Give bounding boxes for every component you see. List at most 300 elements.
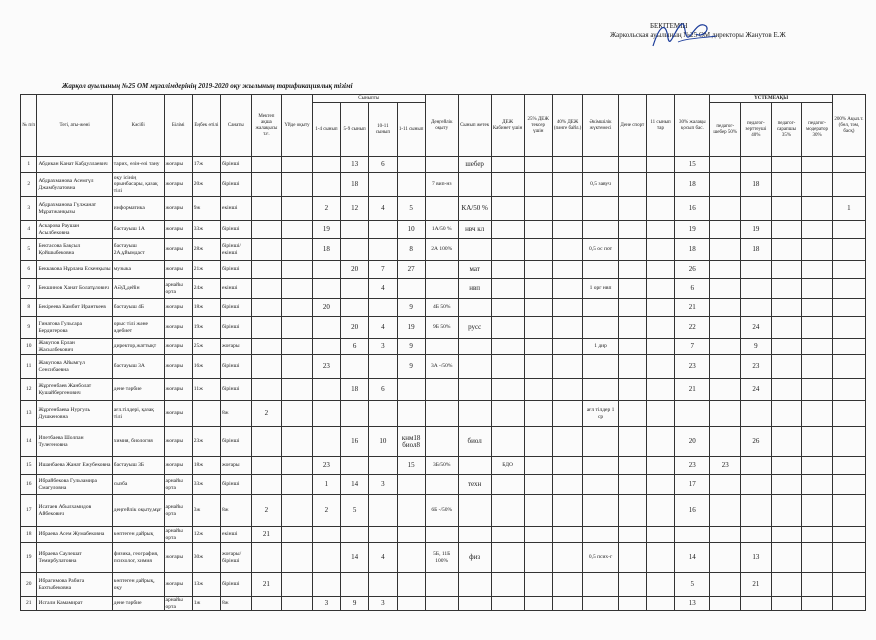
cell-c14 (312, 527, 340, 543)
cell-p11 (646, 527, 674, 543)
cell-c111: 5 (397, 197, 425, 221)
cell-s35 (771, 221, 802, 239)
cell-p30: 23 (675, 355, 710, 379)
cell-last (832, 173, 865, 197)
cell-d25 (524, 573, 552, 597)
cell-el (425, 197, 458, 221)
cell-ot: 1 орг нвп (583, 279, 618, 299)
cell-s30 (802, 239, 833, 261)
cell-cat: жоғары (221, 457, 252, 475)
cell-cm (458, 527, 491, 543)
cell-sal: 21 (251, 527, 282, 543)
cell-p11 (646, 339, 674, 355)
cell-s40: 21 (741, 573, 772, 597)
cell-el (425, 379, 458, 401)
cell-cat: 8ж (221, 495, 252, 527)
cell-ext (282, 379, 313, 401)
cell-exp: 25ж (192, 339, 220, 355)
cell-name: Абдрахманова Асемгүл Джамбулатовна (37, 173, 112, 197)
cell-p11 (646, 427, 674, 457)
cell-c1011 (369, 299, 397, 317)
cell-ext (282, 317, 313, 339)
cell-exp: 24ж (192, 279, 220, 299)
cell-c111: кнм18 биол8 (397, 427, 425, 457)
table-row (21, 173, 866, 197)
cell-s35 (771, 339, 802, 355)
cell-s30 (802, 401, 833, 427)
cell-p30: 16 (675, 197, 710, 221)
cell-c59: 20 (341, 317, 369, 339)
cell-s35 (771, 573, 802, 597)
cell-p30: 18 (675, 239, 710, 261)
cell-exp: 16ж (192, 355, 220, 379)
cell-ci (618, 379, 646, 401)
cell-c111: 10 (397, 221, 425, 239)
cell-qual: информатика (112, 197, 164, 221)
cell-c14: 3 (312, 597, 340, 611)
header-circle: Дене спорт (618, 95, 646, 157)
cell-c59: 12 (341, 197, 369, 221)
cell-qual: орыс тілі және әдебиет (112, 317, 164, 339)
cell-cat: бірінші (221, 355, 252, 379)
cell-cm (458, 457, 491, 475)
cell-cm (458, 299, 491, 317)
table-row (21, 239, 866, 261)
cell-p30: 14 (675, 543, 710, 573)
cell-name: Абдрахманова Гүлжанат Мұратжанқызы (37, 197, 112, 221)
signature (648, 16, 718, 56)
cell-c59 (341, 279, 369, 299)
cell-s35 (771, 317, 802, 339)
cell-s35 (771, 379, 802, 401)
cell-c14 (312, 543, 340, 573)
cell-name: Ибрайбекова Гульзамира Смагуловна (37, 475, 112, 495)
cell-p30: 21 (675, 299, 710, 317)
cell-s50 (710, 401, 741, 427)
cell-ci (618, 157, 646, 173)
cell-ot (583, 573, 618, 597)
cell-c111: 8 (397, 239, 425, 261)
cell-cm (458, 573, 491, 597)
cell-p30 (675, 527, 710, 543)
table-row (21, 527, 866, 543)
cell-exp: 33ж (192, 221, 220, 239)
cell-s30 (802, 221, 833, 239)
cell-c1011: 10 (369, 427, 397, 457)
tariff-table (20, 94, 866, 611)
cell-last (832, 597, 865, 611)
cell-sal (251, 239, 282, 261)
cell-edu: жоғары (164, 299, 192, 317)
cell-last (832, 279, 865, 299)
cell-edu: жоғары (164, 173, 192, 197)
cell-sal (251, 157, 282, 173)
cell-last (832, 317, 865, 339)
cell-name: Ибрагимова Рабига Бахтыбековна (37, 573, 112, 597)
cell-ot: 0,5 псих-г (583, 543, 618, 573)
cell-ext (282, 401, 313, 427)
cell-c1011: 3 (369, 597, 397, 611)
cell-cat: бірінші (221, 573, 252, 597)
cell-name: Жакупов Ерлан Жасылбекович (37, 339, 112, 355)
cell-c14 (312, 427, 340, 457)
cell-name: Бекшинов Ханат Болатұлович (37, 279, 112, 299)
cell-c14: 18 (312, 239, 340, 261)
cell-cat: бірінші (221, 157, 252, 173)
cell-s40: 23 (741, 355, 772, 379)
cell-n: 4 (21, 221, 37, 239)
cell-el (425, 261, 458, 279)
cell-ci (618, 543, 646, 573)
cell-s40: 24 (741, 379, 772, 401)
cell-name: Беккакова Нұрлана Ескенқызы (37, 261, 112, 279)
cell-sal (251, 197, 282, 221)
header-sub-group: ҮСТЕМЕАҚЫ (710, 95, 832, 103)
cell-cm: мат (458, 261, 491, 279)
cell-ci (618, 401, 646, 427)
cell-last (832, 339, 865, 355)
table-row (21, 221, 866, 239)
cell-el (425, 527, 458, 543)
cell-s30 (802, 355, 833, 379)
cell-dz: БДО (491, 457, 524, 475)
cell-cm (458, 401, 491, 427)
cell-edu: арнайы орта (164, 527, 192, 543)
cell-ext (282, 197, 313, 221)
cell-cm: русс (458, 317, 491, 339)
table-row (21, 427, 866, 457)
table-row (21, 379, 866, 401)
cell-c14: 2 (312, 197, 340, 221)
cell-cm (458, 597, 491, 611)
cell-ot (583, 299, 618, 317)
cell-s35 (771, 279, 802, 299)
cell-exp: 17ж (192, 157, 220, 173)
cell-c59 (341, 573, 369, 597)
cell-name: Гинатова Гульсара Бердигерова (37, 317, 112, 339)
cell-edu: жоғары (164, 261, 192, 279)
cell-edu: жоғары (164, 157, 192, 173)
cell-last (832, 475, 865, 495)
cell-ext (282, 173, 313, 197)
table-row (21, 355, 866, 379)
cell-c59: 18 (341, 173, 369, 197)
cell-s30 (802, 299, 833, 317)
cell-s50 (710, 527, 741, 543)
cell-ot: 0,5 завуч (583, 173, 618, 197)
cell-c1011: 7 (369, 261, 397, 279)
cell-c1011: 3 (369, 475, 397, 495)
cell-sal (251, 299, 282, 317)
cell-c111 (397, 475, 425, 495)
cell-sal (251, 355, 282, 379)
cell-el (425, 573, 458, 597)
cell-s35 (771, 157, 802, 173)
cell-d40 (552, 157, 583, 173)
cell-edu: арнайы орта (164, 279, 192, 299)
cell-c111 (397, 379, 425, 401)
cell-s35 (771, 495, 802, 527)
cell-el (425, 475, 458, 495)
cell-n: 9 (21, 317, 37, 339)
cell-c14 (312, 261, 340, 279)
cell-s35 (771, 543, 802, 573)
cell-ci (618, 573, 646, 597)
cell-ext (282, 279, 313, 299)
header-c14: 1-4 сынып (312, 103, 340, 157)
cell-d25 (524, 527, 552, 543)
cell-ot: 1 дир (583, 339, 618, 355)
cell-d40 (552, 197, 583, 221)
cell-n: 10 (21, 339, 37, 355)
cell-d40 (552, 457, 583, 475)
cell-p30: 7 (675, 339, 710, 355)
cell-s40 (741, 527, 772, 543)
cell-s30 (802, 527, 833, 543)
cell-s40: 24 (741, 317, 772, 339)
cell-s30 (802, 475, 833, 495)
cell-dz (491, 221, 524, 239)
cell-d25 (524, 597, 552, 611)
cell-cat: бірінші (221, 299, 252, 317)
cell-c14: 2 (312, 495, 340, 527)
cell-d40 (552, 355, 583, 379)
cell-ext (282, 261, 313, 279)
cell-c14: 23 (312, 355, 340, 379)
cell-last (832, 457, 865, 475)
cell-s50 (710, 573, 741, 597)
cell-dz (491, 299, 524, 317)
cell-c111 (397, 573, 425, 597)
cell-el: 7 вип-нз (425, 173, 458, 197)
cell-s40 (741, 299, 772, 317)
cell-cm: техн (458, 475, 491, 495)
cell-qual: бастауыш 3А (112, 355, 164, 379)
cell-cat: бірінші/ екінші (221, 239, 252, 261)
cell-s40 (741, 157, 772, 173)
cell-p11 (646, 573, 674, 597)
cell-p11 (646, 543, 674, 573)
cell-p30: 13 (675, 597, 710, 611)
cell-qual: көптеген дайрық, оқу (112, 573, 164, 597)
cell-cat: 8ж (221, 597, 252, 611)
cell-dz (491, 379, 524, 401)
cell-c111 (397, 279, 425, 299)
cell-s40: 18 (741, 239, 772, 261)
cell-dz (491, 317, 524, 339)
cell-exp: 23ж (192, 427, 220, 457)
cell-d25 (524, 457, 552, 475)
cell-ot (583, 597, 618, 611)
document-title: Жарқол ауылының №25 ОМ мұғалімдерінің 2019-2020 оқу жылының тарификациялық тізімі (62, 82, 353, 90)
cell-c111 (397, 527, 425, 543)
cell-n: 5 (21, 239, 37, 261)
cell-n: 16 (21, 475, 37, 495)
cell-n: 18 (21, 527, 37, 543)
cell-sal: 2 (251, 495, 282, 527)
cell-d25 (524, 317, 552, 339)
cell-edu: жоғары (164, 457, 192, 475)
cell-p11 (646, 379, 674, 401)
cell-dz (491, 197, 524, 221)
cell-s30 (802, 495, 833, 527)
cell-ext (282, 239, 313, 261)
cell-ci (618, 339, 646, 355)
cell-el: 3Б/50% (425, 457, 458, 475)
cell-c59 (341, 401, 369, 427)
cell-ci (618, 317, 646, 339)
cell-s50 (710, 339, 741, 355)
header-elective: Деңгейлік оқыту (425, 95, 458, 157)
cell-s30 (802, 261, 833, 279)
cell-n: 19 (21, 543, 37, 573)
cell-c59 (341, 527, 369, 543)
cell-qual: дене тәрбие (112, 597, 164, 611)
cell-d25 (524, 261, 552, 279)
cell-el: 3А -/50% (425, 355, 458, 379)
cell-cat: екінші (221, 197, 252, 221)
cell-ot (583, 197, 618, 221)
cell-exp: 11ж (192, 379, 220, 401)
cell-s40: 19 (741, 221, 772, 239)
cell-c59: 14 (341, 475, 369, 495)
cell-c1011: 4 (369, 543, 397, 573)
cell-s30 (802, 597, 833, 611)
cell-c111 (397, 495, 425, 527)
cell-exp (192, 401, 220, 427)
cell-s40 (741, 495, 772, 527)
cell-sal (251, 427, 282, 457)
cell-d40 (552, 299, 583, 317)
cell-ext (282, 355, 313, 379)
cell-n: 1 (21, 157, 37, 173)
cell-ot (583, 495, 618, 527)
cell-p30: 21 (675, 379, 710, 401)
cell-s35 (771, 197, 802, 221)
cell-ci (618, 527, 646, 543)
cell-c59: 14 (341, 543, 369, 573)
cell-c59 (341, 299, 369, 317)
cell-sal: 2 (251, 401, 282, 427)
cell-ext (282, 527, 313, 543)
table-row (21, 299, 866, 317)
cell-d40 (552, 597, 583, 611)
cell-dz (491, 597, 524, 611)
cell-exp: 20ж (192, 173, 220, 197)
cell-c1011 (369, 457, 397, 475)
table-row (21, 573, 866, 597)
cell-s35 (771, 457, 802, 475)
cell-s50 (710, 355, 741, 379)
cell-ot (583, 527, 618, 543)
cell-c1011 (369, 173, 397, 197)
cell-edu: жоғары (164, 401, 192, 427)
cell-s50: 23 (710, 457, 741, 475)
cell-p11 (646, 475, 674, 495)
cell-p30: 26 (675, 261, 710, 279)
cell-qual: бастауыш 2А,ұйымдаст (112, 239, 164, 261)
cell-cat: жоғары/ бірінші (221, 543, 252, 573)
cell-ot (583, 157, 618, 173)
cell-ci (618, 299, 646, 317)
cell-edu: арнайы орта (164, 597, 192, 611)
cell-c111 (397, 173, 425, 197)
cell-s30 (802, 457, 833, 475)
cell-edu: жоғары (164, 197, 192, 221)
cell-qual: тарих, өзін-өзі тану (112, 157, 164, 173)
cell-s40 (741, 401, 772, 427)
table-body (21, 157, 866, 611)
cell-el (425, 279, 458, 299)
cell-s40 (741, 261, 772, 279)
cell-s50 (710, 279, 741, 299)
cell-sal (251, 261, 282, 279)
cell-s35 (771, 355, 802, 379)
cell-c1011 (369, 355, 397, 379)
cell-n: 8 (21, 299, 37, 317)
cell-c1011 (369, 239, 397, 261)
cell-s35 (771, 239, 802, 261)
cell-sal (251, 543, 282, 573)
cell-qual: химия, биология (112, 427, 164, 457)
cell-c111: 27 (397, 261, 425, 279)
cell-p30: 18 (675, 173, 710, 197)
cell-qual: көптеген дайрық (112, 527, 164, 543)
cell-ci (618, 221, 646, 239)
table-row (21, 339, 866, 355)
cell-c14 (312, 339, 340, 355)
cell-c59 (341, 221, 369, 239)
cell-edu: арнайы орта (164, 495, 192, 527)
cell-last (832, 495, 865, 527)
cell-c1011: 4 (369, 317, 397, 339)
cell-cat: 8ж (221, 401, 252, 427)
cell-ot (583, 427, 618, 457)
cell-p11 (646, 401, 674, 427)
cell-name: Ипетбаева Шолпан Тулегеновна (37, 427, 112, 457)
cell-s30 (802, 197, 833, 221)
cell-ot (583, 221, 618, 239)
cell-d25 (524, 543, 552, 573)
cell-name: Исгали Камамират (37, 597, 112, 611)
cell-dz (491, 279, 524, 299)
cell-name: Ибраева Саулешат Темирбулатовна (37, 543, 112, 573)
cell-s40 (741, 457, 772, 475)
header-edu: Білімі (164, 95, 192, 157)
cell-dz (491, 339, 524, 355)
cell-cat: екінші (221, 279, 252, 299)
cell-p11 (646, 221, 674, 239)
cell-s50 (710, 597, 741, 611)
cell-dz (491, 173, 524, 197)
cell-c111: 9 (397, 355, 425, 379)
cell-sal (251, 317, 282, 339)
cell-qual: деңгейлік оқыту,мұғ (112, 495, 164, 527)
cell-edu: жоғары (164, 573, 192, 597)
cell-last (832, 355, 865, 379)
table-row (21, 543, 866, 573)
cell-s50 (710, 299, 741, 317)
cell-cm (458, 495, 491, 527)
cell-s50 (710, 543, 741, 573)
cell-p11 (646, 279, 674, 299)
cell-p30: 22 (675, 317, 710, 339)
cell-qual: дене тәрбие (112, 379, 164, 401)
cell-last (832, 379, 865, 401)
cell-s50 (710, 261, 741, 279)
cell-cm: физ (458, 543, 491, 573)
cell-n: 20 (21, 573, 37, 597)
